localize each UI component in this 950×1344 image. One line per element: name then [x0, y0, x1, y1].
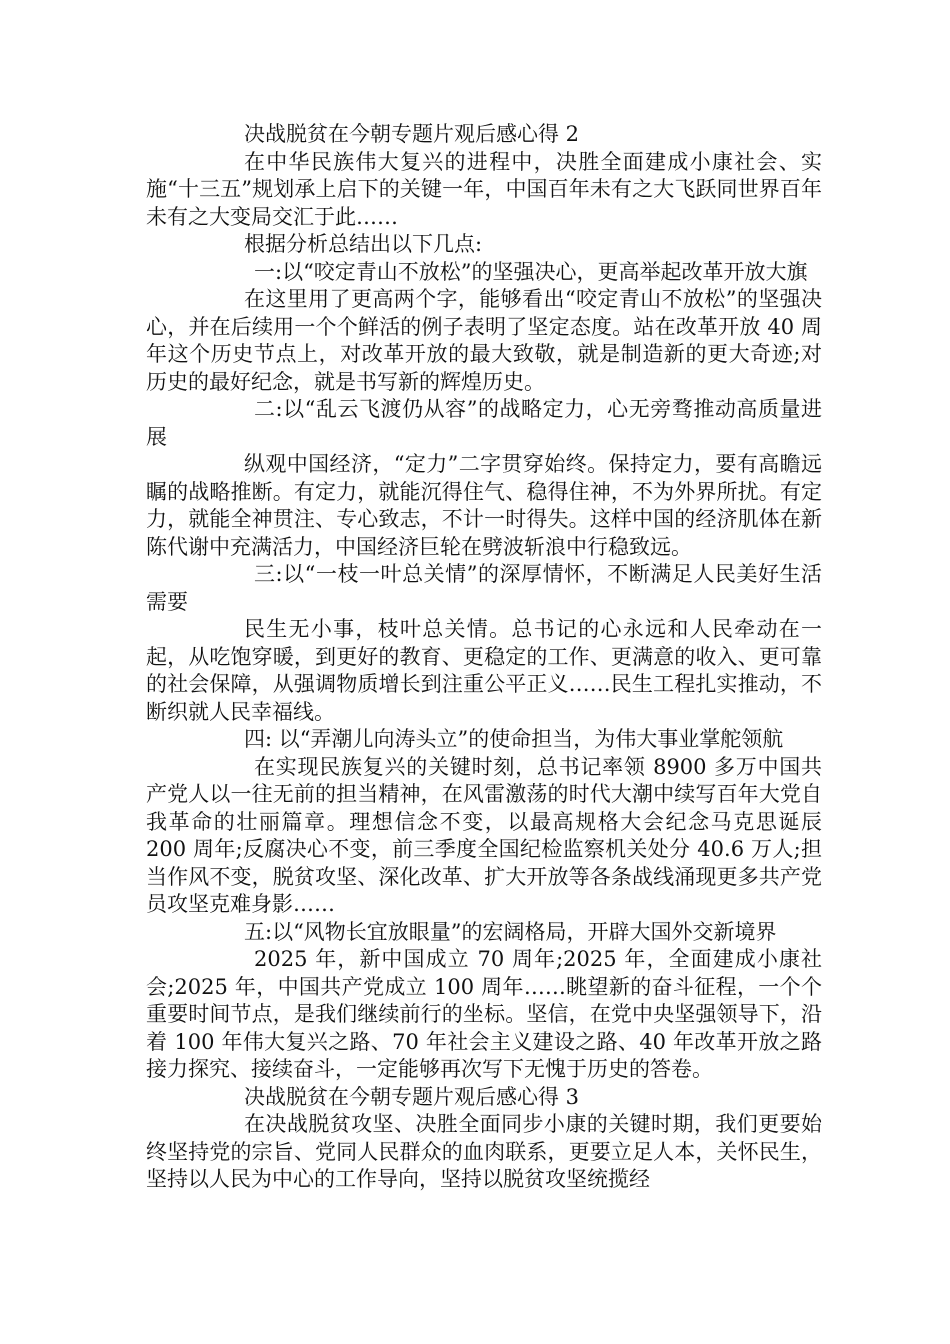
point-4-body: 在实现民族复兴的关键时刻，总书记率领 8900 多万中国共产党人以一往无前的担当精神，在风雷激荡的时代大潮中续写百年大党自我革命的壮丽篇章。理想信念不变，以最高规格大会纪念马克思诞辰 200 周年;反腐决心不变，前三季度全国纪检监察机关处分 40.6 万人;担当作风不变，脱贫攻坚、深化改革、扩大开放等各条战线涌现更多共产党员攻坚克难身影…… — [146, 754, 822, 916]
point-4-heading: 四: 以“弄潮儿向涛头立”的使命担当，为伟大事业掌舵领航 — [244, 727, 784, 751]
point-1-body: 在这里用了更高两个字，能够看出“咬定青山不放松”的坚强决心，并在后续用一个个鲜活的例子表明了坚定态度。站在改革开放 40 周年这个历史节点上，对改革开放的最大致敬，就是制造新的更大奇迹;对历史的最好纪念，就是书写新的辉煌历史。 — [146, 287, 822, 394]
point-5-heading: 五:以“风物长宜放眼量”的宏阔格局，开辟大国外交新境界 — [244, 919, 777, 944]
article-title-2: 决战脱贫在今朝专题片观后感心得 2 — [244, 122, 580, 146]
intro-paragraph: 在中华民族伟大复兴的进程中，决胜全面建成小康社会、实施“十三五”规划承上启下的关键一年，中国百年未有之大飞跃同世界百年未有之大变局交汇于此…… — [146, 149, 822, 229]
point-2-body: 纵观中国经济，“定力”二字贯穿始终。保持定力，要有高瞻远瞩的战略推断。有定力，就能沉得住气、稳得住神，不为外界所扰。有定力，就能全神贯注、专心致志，不计一时得失。这样中国的经济肌体在新陈代谢中充满活力，中国经济巨轮在劈波斩浪中行稳致远。 — [146, 452, 822, 559]
point-3-heading: 三:以“一枝一叶总关情”的深厚情怀，不断满足人民美好生活需要 — [146, 562, 822, 614]
point-5-body: 2025 年，新中国成立 70 周年;2025 年，全面建成小康社会;2025 年，中国共产党成立 100 周年……眺望新的奋斗征程，一个个重要时间节点，是我们继续前行的坐标。坚信，在党中央坚强领导下，沿着 100 年伟大复兴之路、70 年社会主义建设之路、40 年改革开放之路接力探究、接续奋斗，一定能够再次写下无愧于历史的答卷。 — [146, 947, 822, 1081]
point-1-heading: 一:以“咬定青山不放松”的坚强决心，更高举起改革开放大旗 — [254, 259, 808, 284]
summary-lead: 根据分析总结出以下几点: — [244, 232, 483, 256]
closing-paragraph: 在决战脱贫攻坚、决胜全面同步小康的关键时期，我们更要始终坚持党的宗旨、党同人民群众的血肉联系，更要立足人本，关怀民生，坚持以人民为中心的工作导向，坚持以脱贫攻坚统揽经 — [146, 1112, 822, 1191]
point-2-heading: 二:以“乱云飞渡仍从容”的战略定力，心无旁骛推动高质量进展 — [146, 397, 822, 449]
article-title-3: 决战脱贫在今朝专题片观后感心得 3 — [244, 1084, 580, 1109]
point-3-body: 民生无小事，枝叶总关情。总书记的心永远和人民牵动在一起，从吃饱穿暖，到更好的教育、更稳定的工作、更满意的收入、更可靠的社会保障，从强调物质增长到注重公平正义……民生工程扎实推动，不断织就人民幸福线。 — [146, 617, 822, 724]
document-body — [146, 121, 822, 1194]
